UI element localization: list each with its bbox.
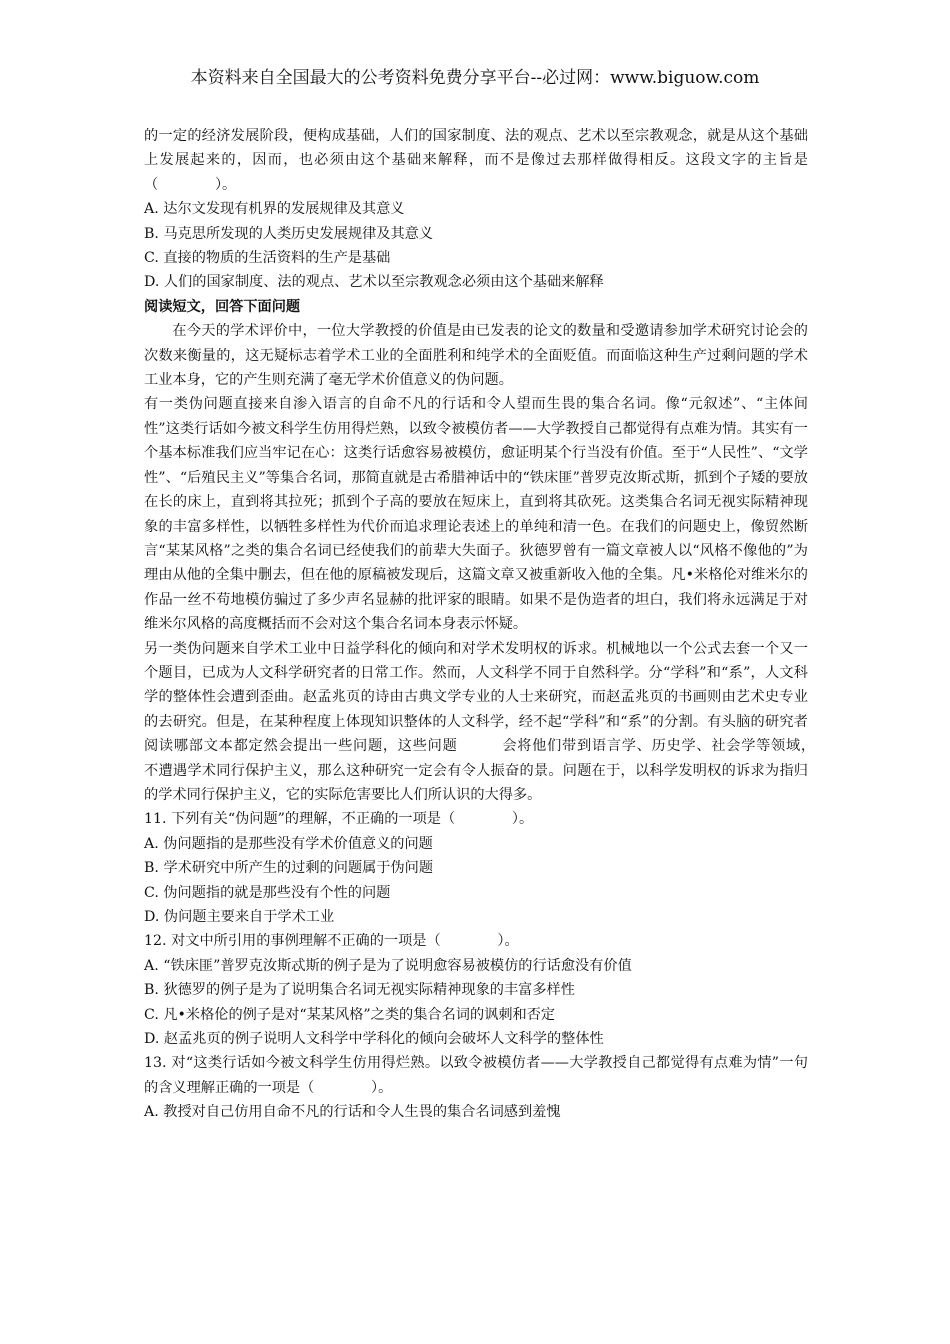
question-10-option-d: D. 人们的国家制度、法的观点、艺术以至宗教观念必须由这个基础来解释 <box>144 274 604 291</box>
question-11-option-c: C. 伪问题指的就是那些没有个性的问题 <box>144 884 391 901</box>
passage-paragraph-1: 在今天的学术评价中，一位大学教授的价值是由已发表的论文的数量和受邀请参加学术研究讨论会的次数来衡量的，这无疑标志着学术工业的全面胜利和纯学术的全面贬值。而面临这种生产过剩问题的学术工业本身，它的产生则充满了毫无学术价值意义的伪问题。 <box>144 323 808 389</box>
question-13-stem: 13. 对“这类行话如今被文科学生仿用得烂熟。以致令被模仿者——大学教授自己都觉得有点难为情”一句的含义理解正确的一项是（ ）。 <box>144 1055 808 1096</box>
question-11-option-a: A. 伪问题指的是那些没有学术价值意义的问题 <box>144 835 433 852</box>
question-12-option-d: D. 赵孟兆页的例子说明人文科学中学科化的倾向会破坏人文科学的整体性 <box>144 1031 604 1048</box>
question-12-option-c: C. 凡•米格伦的例子是对“某某风格”之类的集合名词的讽刺和否定 <box>144 1006 556 1023</box>
page-header: 本资料来自全国最大的公考资料免费分享平台--必过网：www.biguow.com <box>190 68 760 88</box>
question-12-option-a: A. “铁床匪”普罗克汝斯忒斯的例子是为了说明愈容易被模仿的行话愈没有价值 <box>144 957 632 974</box>
question-10-stem: 的一定的经济发展阶段，便构成基础，人们的国家制度、法的观点、艺术以至宗教观念，就是从这个基础上发展起来的，因而，也必须由这个基础来解释，而不是像过去那样做得相反。这段文字的主旨是（ ）。 <box>144 128 808 193</box>
question-11-option-d: D. 伪问题主要来自于学术工业 <box>144 909 335 925</box>
question-12-option-b: B. 狄德罗的例子是为了说明集合名词无视实际精神现象的丰富多样性 <box>144 982 575 999</box>
question-11-option-b: B. 学术研究中所产生的过剩的问题属于伪问题 <box>144 860 434 877</box>
passage-paragraph-2: 有一类伪问题直接来自渗入语言的自命不凡的行话和令人望而生畏的集合名词。像“元叙述”、“主体间性”这类行话如今被文科学生仿用得烂熟，以致令被模仿者——大学教授自己都觉得有点难为情。其实有一个基本标准我们应当牢记在心：这类行话愈容易被模仿，愈证明某个行当没有价值。至于“人民性”、“文学性”、“后殖民主义”等集合名词，那简直就是古希腊神话中的“铁床匪”普罗克汝斯忒斯，抓到个子矮的要放在长的床上，直到将其拉死；抓到个子高的要放在短床上，直到将其砍死。这类集合名词无视实际精神现象的丰富多样性，以牺牲多样性为代价而追求理论表述上的单纯和清一色。在我们的问题史上，像贸然断言“某某风格”之类的集合名词已经使我们的前辈大失面子。狄德罗曾有一篇文章被人以“风格不像他的”为理由从他的全集中删去，但在他的原稿被发现后，这篇文章又被重新收入他的全集。凡•米格伦对维米尔的作品一丝不苟地模仿骗过了多少声名显赫的批评家的眼睛。如果不是伪造者的坦白，我们将永远满足于对维米尔风格的高度概括而不会对这个集合名词本身表示怀疑。 <box>144 396 808 633</box>
document-body <box>144 124 851 1125</box>
question-11-stem: 11. 下列有关“伪问题”的理解，不正确的一项是（ ）。 <box>144 811 534 828</box>
question-10-option-a: A. 达尔文发现有机界的发展规律及其意义 <box>144 201 405 218</box>
question-12-stem: 12. 对文中所引用的事例理解不正确的一项是（ ）。 <box>144 933 519 950</box>
question-10-option-b: B. 马克思所发现的人类历史发展规律及其意义 <box>144 225 434 242</box>
question-10-option-c: C. 直接的物质的生活资料的生产是基础 <box>144 250 391 267</box>
passage-paragraph-3: 另一类伪问题来自学术工业中日益学科化的倾向和对学术发明权的诉求。机械地以一个公式去套一个又一个题目，已成为人文科学研究者的日常工作。然而，人文科学不同于自然科学。分“学科”和“系”，人文科学的整体性会遭到歪曲。赵孟兆页的诗由古典文学专业的人士来研究，而赵孟兆页的书画则由艺术史专业的去研究。但是，在某种程度上体现知识整体的人文科学，经不起“学科”和“系”的分割。有头脑的研究者 阅读哪部文本都定然会提出一些问题，这些问题 会将他们带到语言学、历史学、社会学等领域， 不遭遇学术同行保护主义，那么这种研究一定会有令人振奋的景。问题在于，以科学发明权的诉求为指归的学术同行保护主义，它的实际危害要比人们所认识的大得多。 <box>144 640 851 803</box>
passage-heading: 阅读短文，回答下面问题 <box>144 298 301 315</box>
question-13-option-a: A. 教授对自己仿用自命不凡的行话和令人生畏的集合名词感到羞愧 <box>144 1104 561 1121</box>
